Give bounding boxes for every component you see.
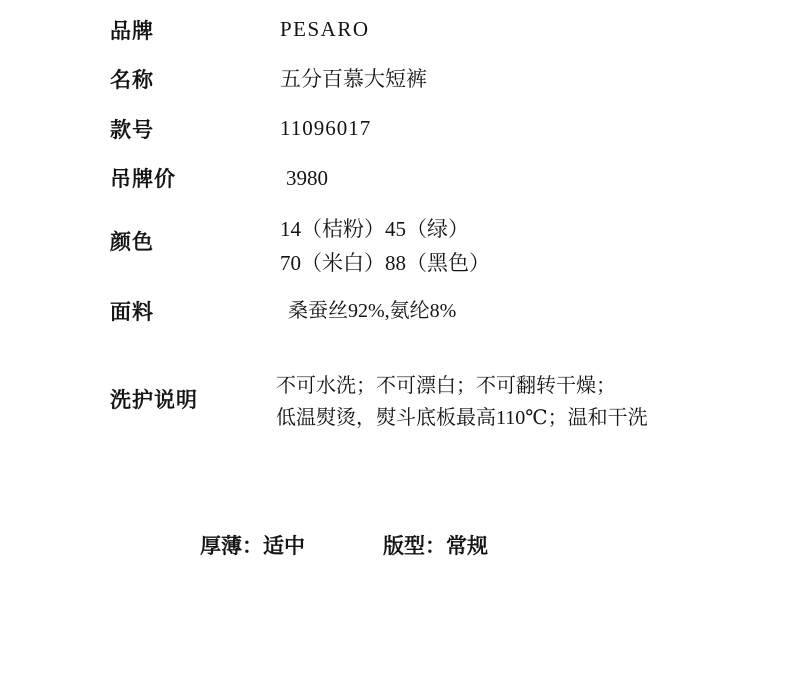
spec-value-style-number: 11096017 <box>280 116 372 140</box>
spec-label-price: 吊牌价 <box>110 167 176 192</box>
spec-value-price: 3980 <box>286 165 328 190</box>
spec-value-brand: PESARO <box>280 17 370 41</box>
spec-value-color-line-1: 14（桔粉）45（绿） <box>280 217 469 241</box>
spec-label-name: 名称 <box>110 68 154 93</box>
spec-row-price <box>110 163 770 195</box>
spec-value-fabric: 桑蚕丝92%,氨纶8% <box>288 300 457 323</box>
spec-row-fabric <box>110 296 770 326</box>
spec-label-color: 颜色 <box>110 230 154 254</box>
spec-value-care-line-1: 不可水洗；不可漂白；不可翻转干燥； <box>276 375 616 398</box>
spec-value-color <box>220 212 770 280</box>
spec-row-style-number <box>110 113 770 145</box>
spec-row-color <box>110 212 770 280</box>
spec-value-care-instructions <box>220 370 770 435</box>
spec-value-color-line-2: 70（米白）88（黑色） <box>280 251 490 276</box>
spec-value-care-line-2: 低温熨烫，熨斗底板最高110℃；温和干洗 <box>276 407 648 430</box>
attribute-thickness: 厚薄：适中 <box>200 534 305 558</box>
spec-label-care-instructions: 洗护说明 <box>110 388 198 413</box>
attribute-fit: 版型：常规 <box>383 534 488 558</box>
spec-value-name: 五分百慕大短裤 <box>280 66 427 91</box>
spec-label-style-number: 款号 <box>110 117 154 142</box>
footer-attributes <box>200 530 488 560</box>
spec-table <box>110 14 770 453</box>
spec-row-care-instructions <box>110 370 770 435</box>
spec-row-name <box>110 64 770 96</box>
spec-label-brand: 品牌 <box>110 18 154 43</box>
spec-label-fabric: 面料 <box>110 300 154 325</box>
spec-row-brand <box>110 14 770 46</box>
